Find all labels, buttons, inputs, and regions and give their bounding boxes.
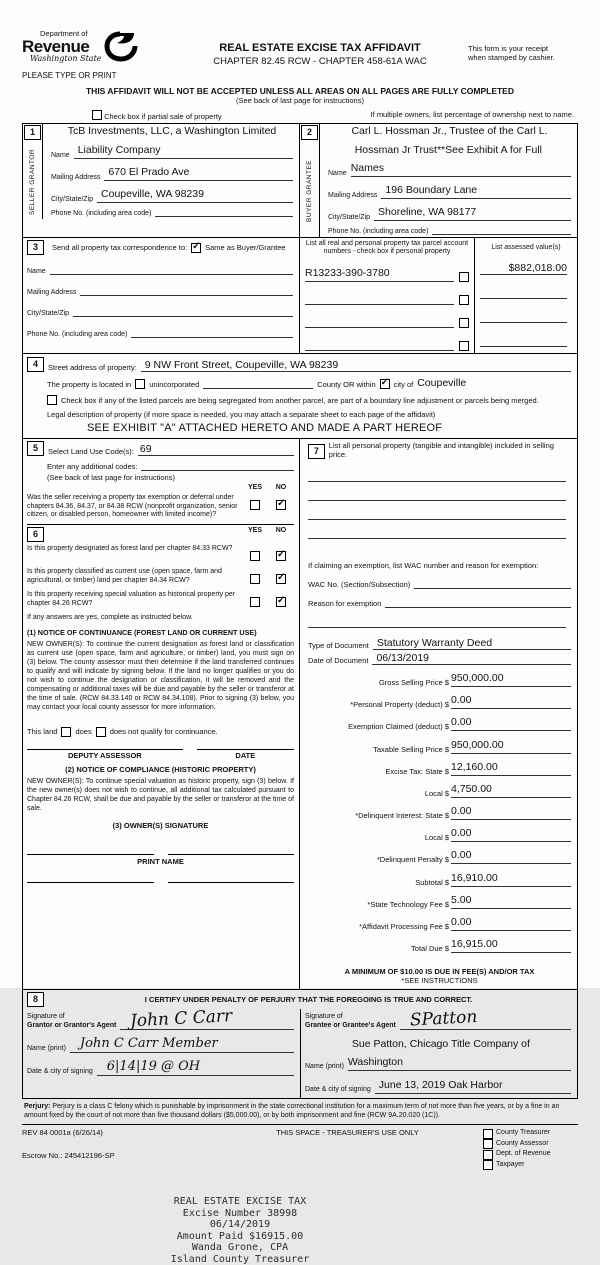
fee-field-delinq-int-state[interactable] [451, 801, 571, 820]
section7-number: 7 [308, 444, 325, 459]
s5-yes-header: YES [247, 483, 262, 491]
fee-label-exemption: Exemption Claimed (deduct) $ [348, 722, 449, 732]
assessed-values-header: List assessed value(s) [491, 244, 561, 251]
grantor-signature: John C Carr [129, 1006, 233, 1032]
fee-value-delinq-int-local: 0.00 [451, 827, 472, 840]
fee-label-excise-state: Excise Tax: State $ [385, 766, 449, 776]
type-of-document-value: Statutory Warranty Deed [376, 636, 493, 649]
parcel-field-4[interactable] [305, 340, 454, 351]
corr-mailing-label: Mailing Address [27, 289, 77, 296]
street-address-field[interactable] [141, 360, 571, 372]
this-land-label: This land [27, 727, 58, 737]
fee-field-delinq-int-local[interactable] [451, 823, 571, 842]
form-title: REAL ESTATE EXCISE TAX AFFIDAVIT [219, 42, 421, 54]
seller-name-field[interactable] [74, 140, 293, 159]
buyer-name-line1: Carl L. Hossman Jr., Trustee of the Carl L. [351, 125, 548, 137]
assessed-field-3[interactable] [480, 312, 567, 323]
fee-label-subtotal: Subtotal $ [415, 877, 449, 887]
fee-value-exemption: 0.00 [451, 716, 472, 729]
section6-number: 6 [27, 527, 44, 542]
county-treasurer-checkbox[interactable] [483, 1129, 493, 1139]
fee-value-excise-state: 12,160.00 [451, 760, 498, 773]
seller-csz-value: Coupeville, WA 98239 [101, 188, 204, 200]
forest-yes-checkbox[interactable] [250, 551, 260, 561]
stamp-line-1: REAL ESTATE EXCISE TAX [173, 1196, 307, 1208]
compliance-text: NEW OWNER(S): To continue special valuation as historic property, sign (3) below. If the new owner(s) does not wish to continue, all additional tax calculated pursuant to Chapter 84.26 RCW, shall be due and payable by the seller or transferor at the time of sale. [27, 777, 294, 812]
assessed-field-4[interactable] [480, 336, 567, 347]
personal-property-line-4[interactable] [308, 528, 566, 539]
fee-field-processing-fee[interactable] [451, 912, 571, 931]
fee-value-delinq-int-state: 0.00 [451, 805, 472, 818]
grantee-print-name: Sue Patton, Chicago Title Company of Washington [347, 1038, 530, 1069]
continuance-text: NEW OWNER(S): To continue the current designation as forest land or classification as current use (open space, farm and agriculture, or timber) land, you must sign on (3) below. The county assessor must then determine if the land transferred continues to qualify and will indicate by signing below. If the land no longer qualifies or you do not wish to continue the designation or classification, it will be removed and the compensating or additional taxes will be due and payable by the seller or transferor at the time of sale. (RCW 84.33.140 or RCW 84.34.108). Prior to signing (3) below, you may contact your local county assessor for more information. [27, 640, 294, 712]
street-address-value: 9 NW Front Street, Coupeville, WA 98239 [144, 358, 339, 371]
fee-label-tech-fee: *State Technology Fee $ [367, 899, 449, 909]
county-assessor-checkbox[interactable] [483, 1139, 493, 1149]
fee-field-gross[interactable] [451, 668, 571, 687]
additional-codes-note: (See back of last page for instructions) [47, 472, 175, 482]
minimum-fee-note: A MINIMUM OF $10.00 IS DUE IN FEE(S) AND/OR TAX [344, 967, 535, 977]
date-of-document-field[interactable] [372, 653, 571, 665]
fee-value-personal: 0.00 [451, 694, 472, 707]
segregated-label: Check box if any of the listed parcels are being segregated from another parcel, are part of a boundary line adjustment or parcels being merged. [61, 395, 539, 405]
fee-label-taxable: Taxable Selling Price $ [373, 744, 449, 754]
current-use-no-checkbox[interactable] [276, 574, 286, 584]
city-of-label: city of [393, 379, 414, 389]
does-label: does [75, 727, 92, 737]
city-checkbox[interactable] [380, 379, 390, 389]
owner-signature-line-1[interactable] [27, 854, 154, 855]
fee-value-gross: 950,000.00 [451, 671, 504, 684]
same-as-buyer-checkbox[interactable] [191, 243, 201, 253]
grantee-date-label: Date & city of signing [305, 1086, 371, 1094]
see-instructions-note: *SEE INSTRUCTIONS [401, 976, 478, 986]
buyer-csz-label: City/State/Zip [328, 214, 371, 221]
parcel-value-1: R13233-390-3780 [305, 266, 390, 279]
fee-field-taxable[interactable] [451, 735, 571, 754]
grantor-date-city: 6|14|19 @ OH [106, 1059, 201, 1075]
legal-description-value: SEE EXHIBIT "A" ATTACHED HERETO AND MADE A PART HEREOF [87, 421, 443, 434]
stamp-line-5: Wanda Grone, CPA [191, 1242, 289, 1254]
fee-label-total-due: Total Due $ [411, 944, 449, 954]
grantor-signature-field[interactable] [120, 1006, 294, 1032]
buyer-grantee-side-label: BUYER GRANTEE [305, 159, 313, 222]
fee-value-tech-fee: 5.00 [451, 893, 472, 906]
buyer-name-line2: Hossman Jr Trust**See Exhibit A for Full Names [350, 144, 543, 174]
fee-field-personal[interactable] [451, 690, 571, 709]
land-does-not-checkbox[interactable] [96, 727, 106, 737]
buyer-csz-field[interactable] [374, 202, 571, 221]
street-address-label: Street address of property: [48, 362, 137, 372]
dept-revenue-label: Dept. of Revenue [496, 1150, 551, 1158]
date-of-document-value: 06/13/2019 [376, 651, 430, 664]
grantor-sig-label2: Grantor or Grantor's Agent [27, 1022, 117, 1030]
fee-field-total-due[interactable] [451, 934, 571, 953]
additional-codes-field[interactable] [141, 460, 294, 471]
buyer-phone-field[interactable] [432, 224, 571, 235]
s5-no-header: NO [275, 483, 287, 491]
buyer-csz-value: Shoreline, WA 98177 [378, 206, 477, 218]
compliance-title: (2) NOTICE OF COMPLIANCE (HISTORIC PROPERTY) [65, 764, 256, 774]
form-body [22, 123, 578, 1099]
forest-no-checkbox[interactable] [276, 551, 286, 561]
corr-name-label: Name [27, 268, 46, 275]
stamp-line-2: Excise Number 38998 [182, 1207, 298, 1219]
stamp-line-6: Island County Treasurer [170, 1253, 310, 1265]
dor-logo-icon [104, 30, 138, 67]
type-of-document-field[interactable] [373, 638, 571, 650]
header [22, 30, 578, 80]
parcel-numbers-header: List all real and personal property tax parcel account numbers - check box if personal property [305, 240, 469, 256]
forest-land-question: Is this property designated as forest land per chapter 84.33 RCW? [27, 545, 233, 553]
corr-csz-field[interactable] [73, 306, 293, 317]
receipt-note-line2: when stamped by cashier. [468, 53, 555, 63]
seller-name-label: Name [51, 152, 70, 159]
located-in-label: The property is located in [47, 379, 132, 389]
perjury-bold: Perjury: [24, 1103, 51, 1111]
parcel-personal-checkbox-4[interactable] [459, 341, 469, 351]
seller-csz-field[interactable] [97, 184, 293, 203]
form-subtitle: CHAPTER 82.45 RCW - CHAPTER 458-61A WAC [213, 56, 427, 67]
land-use-label: Select Land Use Code(s): [48, 446, 134, 456]
escrow-value: 245412196-SP [64, 1151, 115, 1161]
historic-question: Is this property receiving special valuation as historical property per chapter 84.26 RCW? [27, 591, 236, 607]
land-does-checkbox[interactable] [61, 727, 71, 737]
corr-phone-label: Phone No. (including area code) [27, 331, 128, 338]
section5-number: 5 [27, 441, 44, 456]
s6-no-header: NO [275, 527, 287, 535]
receipt-note-line1: This form is your receipt [468, 44, 549, 53]
county-assessor-label: County Assessor [496, 1139, 549, 1147]
perjury-notice [22, 1099, 578, 1125]
personal-property-line-2[interactable] [308, 490, 566, 501]
assessed-value-1: $882,018.00 [508, 262, 567, 275]
agency-small-text: Department of [40, 29, 88, 38]
section8-number: 8 [27, 992, 44, 1007]
grantee-signature-field[interactable] [400, 1007, 571, 1031]
partial-sale-checkbox[interactable] [92, 110, 102, 120]
claiming-exemption-label: If claiming an exemption, list WAC number and reason for exemption: [308, 560, 539, 570]
assessed-field-1[interactable] [480, 263, 567, 275]
taxpayer-checkbox[interactable] [483, 1160, 493, 1170]
owner-printname-line-1[interactable] [27, 882, 154, 883]
deputy-date-label: DATE [197, 749, 294, 760]
grantee-sig-label1: Signature of [305, 1013, 343, 1021]
seller-name-line1: TcB Investments, LLC, a Washington Limited [67, 125, 277, 137]
dor-logo-block [22, 30, 172, 80]
seller-phone-label: Phone No. (including area code) [51, 210, 152, 217]
print-name-label: PRINT NAME [137, 856, 184, 866]
additional-codes-label: Enter any additional codes: [47, 461, 138, 471]
fee-value-subtotal: 16,910.00 [451, 871, 498, 884]
fee-label-gross: Gross Selling Price $ [378, 677, 449, 687]
section1-number: 1 [24, 125, 41, 140]
dept-revenue-checkbox[interactable] [483, 1150, 493, 1160]
seller-exemption-yes-checkbox[interactable] [250, 500, 260, 510]
does-not-label: does not qualify for continuance. [109, 727, 218, 737]
owners-signature-title: (3) OWNER(S) SIGNATURE [112, 820, 209, 830]
parcel-field-2[interactable] [305, 294, 454, 305]
segregated-checkbox[interactable] [47, 395, 57, 405]
reason-exemption-field[interactable] [385, 597, 571, 608]
rev-number: REV 84 0001a (6/26/14) [22, 1128, 103, 1138]
deputy-assessor-label: DEPUTY ASSESSOR [27, 749, 183, 760]
grantee-date-city: June 13, 2019 Oak Harbor [378, 1079, 503, 1092]
agency-state: Washington State [30, 53, 102, 63]
same-as-buyer-label: Same as Buyer/Grantee [205, 243, 286, 252]
grantor-sig-label1: Signature of [27, 1013, 65, 1021]
fee-value-excise-local: 4,750.00 [451, 782, 492, 795]
seller-exemption-question: Was the seller receiving a property tax exemption or deferral under chapters 84.36, 84.37, or 84.38 RCW (nonprofit organization, senior citizen, or disabled person, homeowner with limited income)? [27, 493, 238, 519]
type-of-document-label: Type of Document [308, 640, 369, 650]
wac-no-field[interactable] [414, 578, 571, 589]
parcel-personal-checkbox-1[interactable] [459, 272, 469, 282]
unincorporated-checkbox[interactable] [135, 379, 145, 389]
city-value: Coupeville [417, 376, 467, 389]
grantee-sig-label2: Grantee or Grantee's Agent [305, 1022, 396, 1030]
legal-description-label: Legal description of property (if more space is needed, you may attach a separate sheet to each page of the affidavit) [47, 409, 436, 419]
fee-field-exemption[interactable] [451, 712, 571, 731]
answers-yes-note: If any answers are yes, complete as instructed below. [27, 614, 193, 622]
buyer-name-field[interactable] [351, 140, 571, 177]
fee-field-delinq-penalty[interactable] [451, 845, 571, 864]
send-correspondence-label: Send all property tax correspondence to: [52, 243, 188, 252]
section4-number: 4 [27, 357, 44, 372]
owner-signature-line-2[interactable] [168, 854, 295, 855]
personal-property-label: List all personal property (tangible and intangible) included in selling price. [328, 440, 554, 459]
acceptance-warning-sub: (See back of last page for instructions) [236, 96, 364, 105]
personal-property-line-3[interactable] [308, 509, 566, 520]
fee-field-excise-state[interactable] [451, 757, 571, 776]
section3-number: 3 [27, 240, 44, 255]
corr-mailing-field[interactable] [80, 285, 293, 296]
fee-field-tech-fee[interactable] [451, 890, 571, 909]
agency-name: Revenue [22, 36, 90, 56]
unincorporated-label: unincorporated [149, 379, 200, 389]
certify-statement: I CERTIFY UNDER PENALTY OF PERJURY THAT THE FOREGOING IS TRUE AND CORRECT. [144, 995, 473, 1005]
please-type-or-print: PLEASE TYPE OR PRINT [22, 71, 117, 80]
seller-mailing-value: 670 El Prado Ave [108, 166, 190, 178]
fee-label-excise-local: Local $ [424, 788, 449, 798]
treasurer-stamp [90, 1196, 390, 1265]
buyer-phone-label: Phone No. (including area code) [328, 228, 429, 235]
wac-no-label: WAC No. (Section/Subsection) [308, 579, 411, 589]
seller-exemption-no-checkbox[interactable] [276, 500, 286, 510]
owner-printname-line-2[interactable] [168, 882, 295, 883]
fee-label-delinq-int-state: *Delinquent Interest: State $ [355, 811, 449, 821]
county-treasurer-label: County Treasurer [496, 1129, 551, 1137]
acceptance-warning: THIS AFFIDAVIT WILL NOT BE ACCEPTED UNLESS ALL AREAS ON ALL PAGES ARE FULLY COMPLETED [85, 86, 514, 96]
partial-sale-label: Check box if partial sale of property [104, 112, 222, 121]
stamp-line-3: 06/14/2019 [209, 1219, 271, 1231]
historic-no-checkbox[interactable] [276, 597, 286, 607]
grantee-print-field[interactable] [348, 1034, 571, 1071]
county-or-within-label: County OR within [317, 379, 376, 389]
s6-yes-header: YES [247, 527, 262, 535]
current-use-question: Is this property classified as current use (open space, farm and agricultural, or timber) land per chapter 84.34 RCW? [27, 568, 222, 584]
historic-yes-checkbox[interactable] [250, 597, 260, 607]
seller-grantor-side-label: SELLER GRANTOR [28, 148, 36, 215]
grantee-print-label: Name (print) [305, 1063, 344, 1071]
assessed-field-2[interactable] [480, 288, 567, 299]
grantor-print-field[interactable] [70, 1034, 294, 1053]
seller-mailing-label: Mailing Address [51, 174, 101, 181]
parcel-personal-checkbox-3[interactable] [459, 318, 469, 328]
buyer-mailing-label: Mailing Address [328, 192, 378, 199]
buyer-mailing-field[interactable] [381, 180, 571, 199]
fee-label-delinq-int-local: Local $ [424, 833, 449, 843]
grantor-print-label: Name (print) [27, 1045, 66, 1053]
fee-label-personal: *Personal Property (deduct) $ [350, 700, 449, 710]
continuance-title: (1) NOTICE OF CONTINUANCE (FOREST LAND OR CURRENT USE) [27, 627, 257, 637]
fee-value-delinq-penalty: 0.00 [451, 849, 472, 862]
land-use-value: 69 [139, 442, 152, 455]
fee-field-subtotal[interactable] [451, 868, 571, 887]
grantor-date-field[interactable] [97, 1057, 294, 1076]
grantee-date-field[interactable] [375, 1075, 571, 1094]
grantor-print-name: John C Carr Member [79, 1036, 218, 1052]
corr-csz-label: City/State/Zip [27, 310, 70, 317]
taxpayer-label: Taxpayer [496, 1160, 525, 1168]
personal-property-line-1[interactable] [308, 471, 566, 482]
section2-number: 2 [301, 125, 318, 140]
treasurer-use-label: THIS SPACE - TREASURER'S USE ONLY [276, 1128, 419, 1138]
seller-csz-label: City/State/Zip [51, 196, 94, 203]
current-use-yes-checkbox[interactable] [250, 574, 260, 584]
fee-label-delinq-penalty: *Delinquent Penalty $ [376, 855, 449, 865]
multiple-owners-note: If multiple owners, list percentage of ownership next to name. [370, 110, 574, 119]
grantor-date-label: Date & city of signing [27, 1068, 93, 1076]
parcel-personal-checkbox-2[interactable] [459, 295, 469, 305]
land-use-field[interactable] [138, 444, 294, 456]
reason-exemption-label: Reason for exemption [308, 598, 382, 608]
seller-phone-field[interactable] [155, 206, 293, 217]
escrow-label: Escrow No.: [22, 1151, 63, 1161]
fee-value-processing-fee: 0.00 [451, 916, 472, 929]
stamp-line-4: Amount Paid $16915.00 [176, 1230, 304, 1242]
corr-phone-field[interactable] [131, 327, 293, 338]
buyer-name-label: Name [328, 170, 347, 177]
reason-exemption-line2[interactable] [308, 617, 566, 628]
seller-mailing-field[interactable] [104, 162, 293, 181]
fee-value-total-due: 16,915.00 [451, 938, 498, 951]
parcel-field-3[interactable] [305, 317, 454, 328]
fee-field-excise-local[interactable] [451, 779, 571, 798]
buyer-mailing-value: 196 Boundary Lane [385, 184, 478, 196]
fee-value-taxable: 950,000.00 [451, 738, 504, 751]
date-of-document-label: Date of Document [308, 655, 369, 665]
corr-name-field[interactable] [50, 264, 293, 275]
parcel-field-1[interactable] [305, 263, 454, 282]
seller-name-line2: Liability Company [77, 144, 161, 156]
fee-label-processing-fee: *Affidavit Processing Fee $ [359, 922, 449, 932]
county-field[interactable] [203, 378, 313, 389]
perjury-text: Perjury is a class C felony which is punishable by imprisonment in the state correctional institution for a maximum term of not more than five years, or by a fine in an amount fixed by the court of not more than five thousand dollars ($5,000.00), or by both imprisonment and fine (RCW 9A.20.020 (1C)). [24, 1103, 560, 1120]
grantee-signature: SPatton [409, 1007, 478, 1031]
